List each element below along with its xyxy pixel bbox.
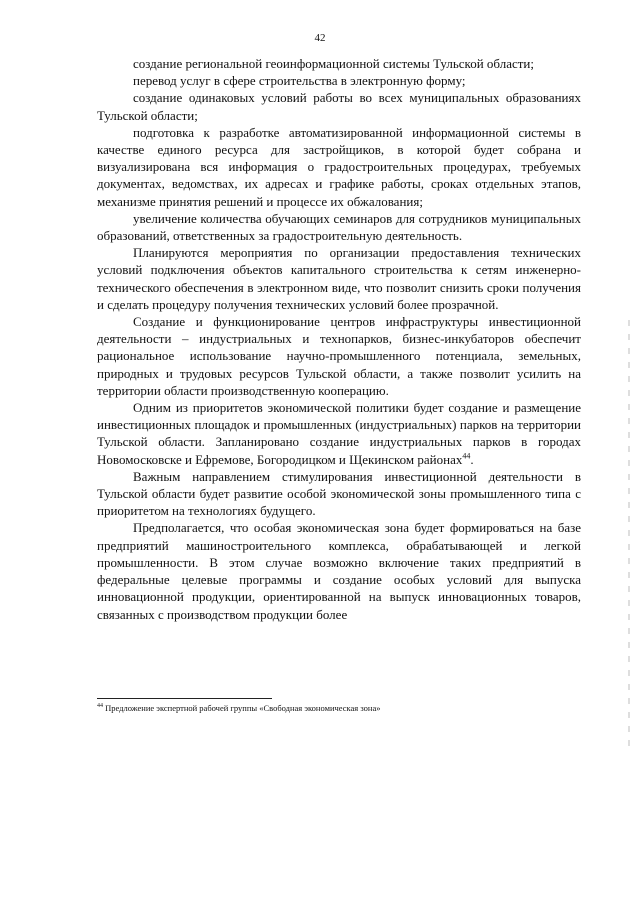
paragraph	[97, 244, 581, 313]
paragraph	[97, 124, 581, 210]
paragraph-text: Важным направлением стимулирования инвестиционной деятельности в Тульской области будет развитие особой экономической зоны промышленного типа с приоритетом на технологиях будущего.	[97, 468, 581, 519]
paragraph-text: увеличение количества обучающих семинаров для сотрудников муниципальных образований, ответственных за градостроительную деятельность.	[97, 210, 581, 244]
paragraph-text: Предполагается, что особая экономическая зона будет формироваться на базе предприятий машиностроительного комплекса, обрабатывающей и легкой промышленности. В этом случае возможно включение таких предприятий в федеральные целевые программы и создание особых условий для выпуска инновационной продукции, ориентированной на выпуск инновационных товаров, связанных с производством продукции более	[97, 520, 581, 622]
paragraph	[97, 72, 581, 89]
paragraph	[97, 89, 581, 123]
scan-binder-marks	[628, 320, 630, 750]
footnote-text: Предложение экспертной рабочей группы «Свободная экономическая зона»	[105, 703, 381, 713]
page-number: 42	[314, 32, 326, 44]
paragraph	[97, 399, 581, 468]
paragraph-text: создание региональной геоинформационной системы Тульской области;	[133, 56, 534, 71]
paragraph	[97, 313, 581, 399]
paragraph-text: создание одинаковых условий работы во всех муниципальных образованиях Тульской области;	[97, 90, 581, 123]
paragraph-text: Одним из приоритетов экономической политики будет создание и размещение инвестиционных площадок и промышленных (индустриальных) парков на территории Тульской области. Запланировано создание индустриальных парков в городах Новомосковске и Ефремове, Богородицком и Щекинском районах	[97, 400, 581, 467]
paragraph-text: подготовка к разработке автоматизированной информационной системы в качестве единого ресурса для застройщиков, в которой будет собрана и визуализирована вся информация о градостроительных процедурах, требуемых документах, ведомствах, их адресах и графике работы, сроках отдельных этапов, механизме принятия решений и процессе их обжалования;	[97, 124, 581, 209]
paragraph	[97, 55, 581, 72]
paragraph-text: Планируются мероприятия по организации предоставления технических условий подключения объектов капитального строительства к сетям инженерно-технического обеспечения в электронном виде, что позволит снизить сроки получения и сделать процедуру получения технических условий более прозрачной.	[97, 245, 581, 312]
footnote-reference[interactable]: 44	[462, 451, 471, 461]
paragraph-text: Создание и функционирование центров инфраструктуры инвестиционной деятельности – индустриальных и технопарков, бизнес-инкубаторов обеспечит рациональное использование научно-промышленного потенциала, земельных, природных и трудовых ресурсов Тульской области, а также позволит усилить на территории области производственную кооперацию.	[97, 314, 581, 398]
footnote	[97, 703, 581, 714]
body-text	[97, 55, 581, 623]
paragraph	[97, 210, 581, 244]
footnote-divider	[97, 698, 272, 699]
paragraph	[97, 519, 581, 622]
sentence-end-period: .	[470, 451, 474, 467]
paragraph	[97, 468, 581, 520]
footnote-mark: 44	[97, 703, 103, 710]
paragraph-text: перевод услуг в сфере строительства в электронную форму;	[133, 73, 466, 89]
